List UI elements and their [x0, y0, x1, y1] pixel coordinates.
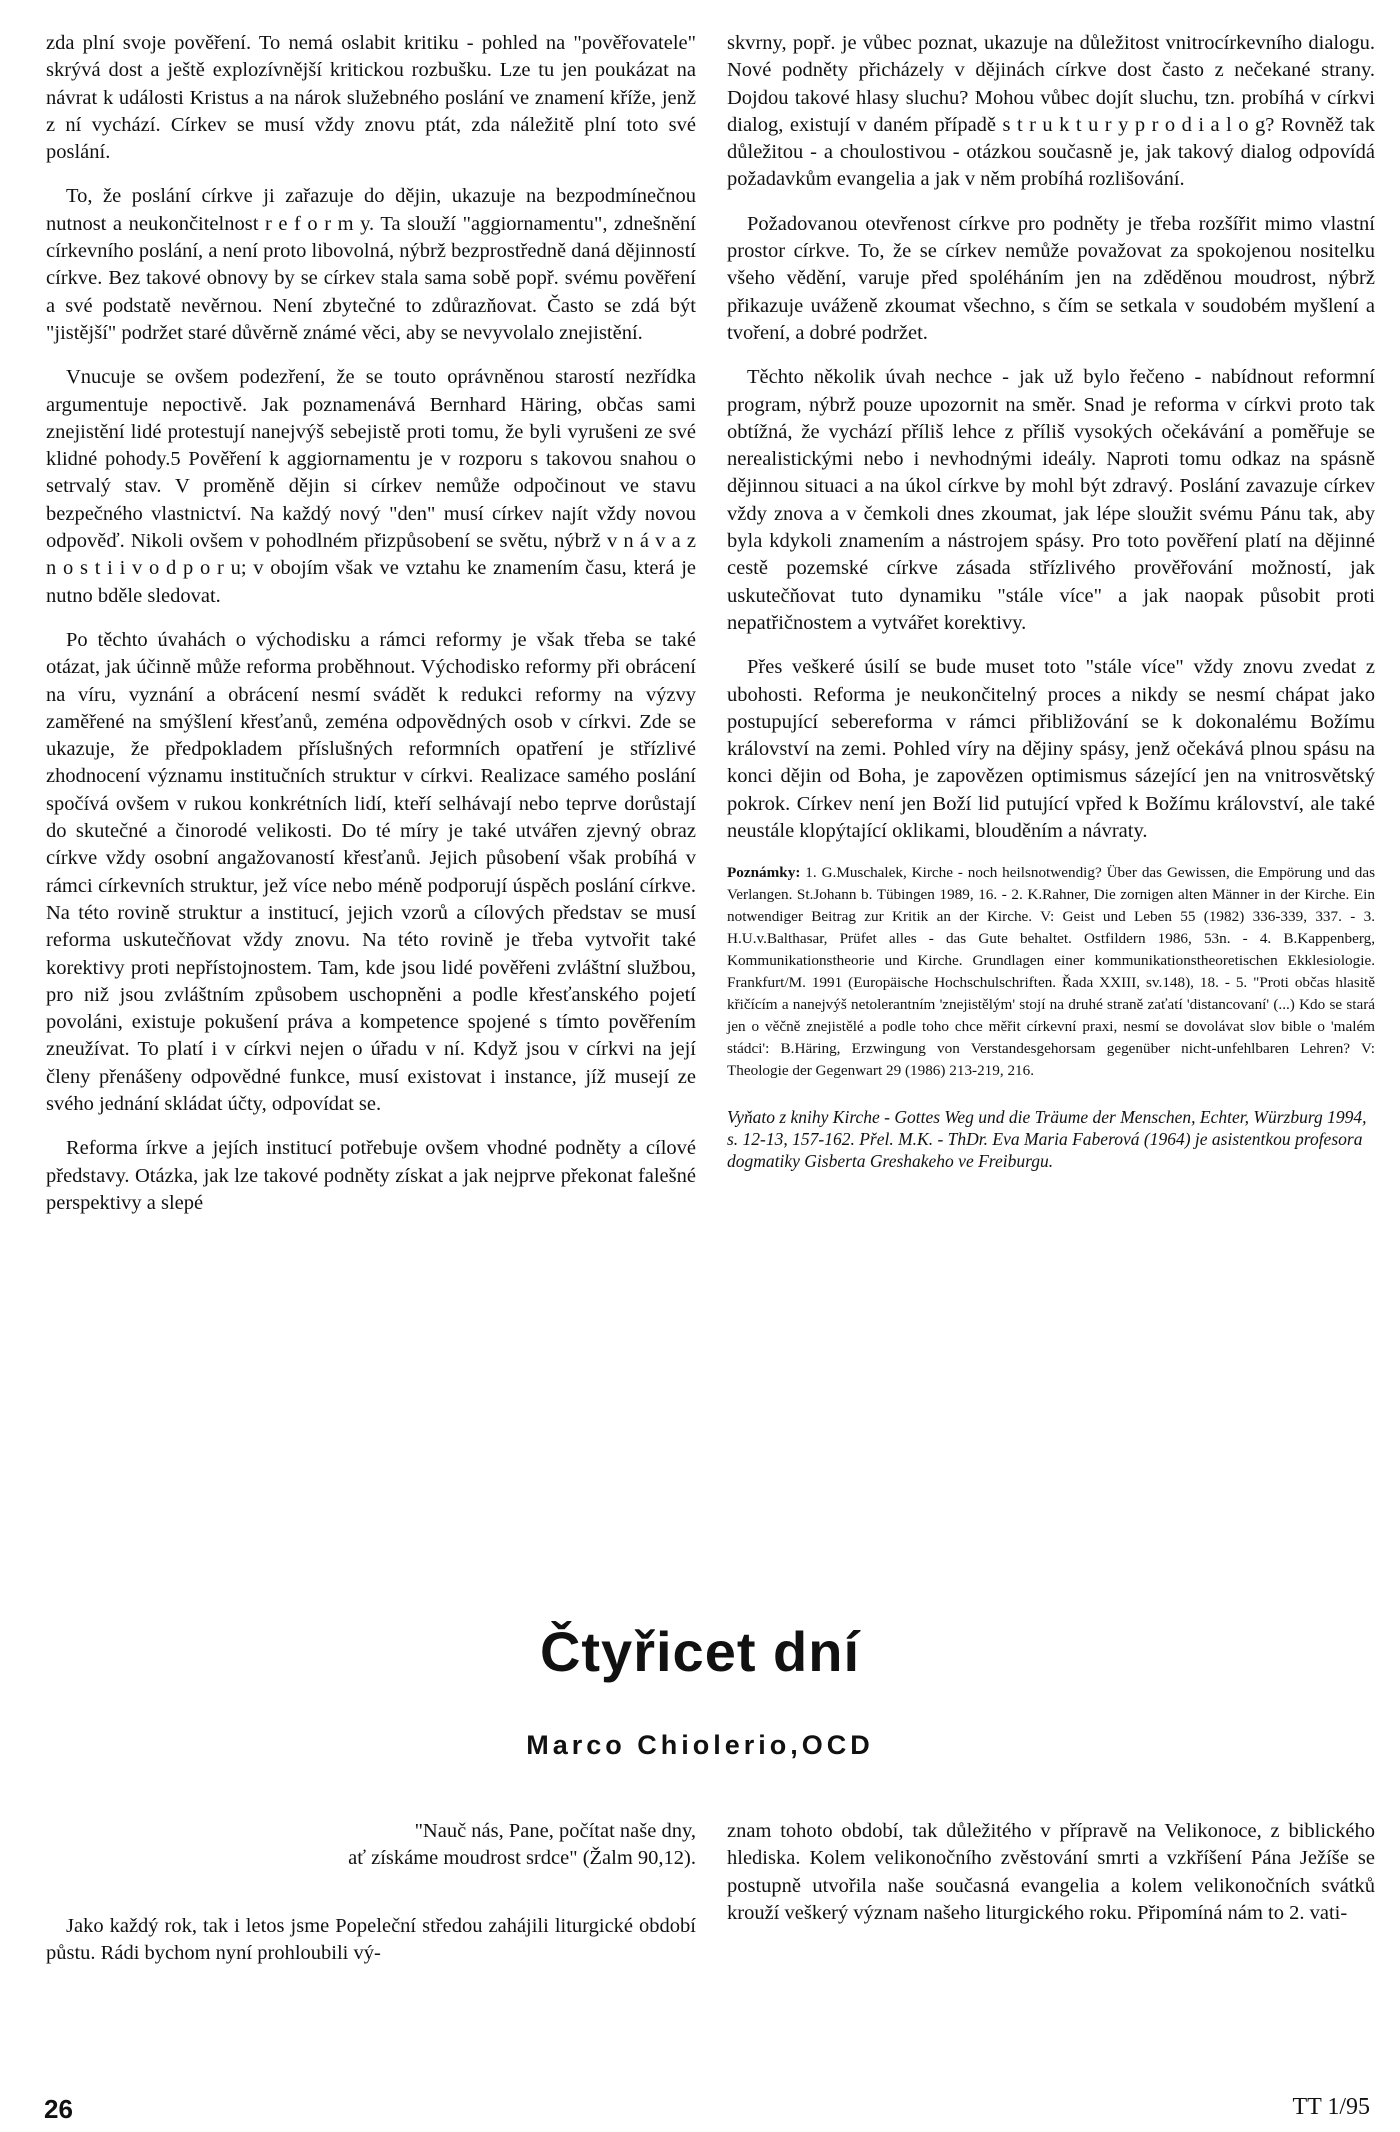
paragraph: Vnucuje se ovšem podezření, že se touto oprávněnou starostí nezřídka argumentuje nepoctivě. Jak poznamenává Bernhard Häring, občas sami znejistění lidé protestují nanejvýš sebejistě proti tomu, že byli vyrušeni ze své klidné pohody.5 Pověření k aggiornamentu je v rozporu s takovou snahou o setrvalý stav. V proměně dějin si církev nemůže odpočinout ve stavu bezpečného vlastnictví. Na každý nový "den" musí církev najít vždy novou odpověď. Nikoli ovšem v pohodlném přizpůsobení se světu, nýbrž v n á v a z n o s t i i v o d p o r u; v obojím však ve vztahu ke znamením času, která je nutno bděle sledovat.: [46, 366, 696, 607]
paragraph: To, že poslání církve ji zařazuje do dějin, ukazuje na bezpodmínečnou nutnost a neukončitelnost r e f o r m y. Ta slouží "aggiornamentu", zdnešnění církevního poslání, a není proto libovolná, nýbrž bezprostředně daná dějinností církve. Bez takové obnovy by se církev stala sama sobě popř. svému pověření a své podstatě nevěrnou. Není zbytečné to zdůrazňovat. Často se zdá být "jistější" podržet staré důvěrně známé věci, aby se nevyvolalo znejistění.: [46, 185, 696, 344]
footnotes: [727, 862, 1375, 1082]
page-number: 26: [44, 2094, 73, 2124]
paragraph: Požadovanou otevřenost církve pro podněty je třeba rozšířit mimo vlastní prostor církve. To, že se církev nemůže považovat za spokojenou nositelku všeho vědění, varuje před spoléháním jen na zděděnou moudrost, nýbrž přikazuje uváženě zkoumat všechno, s čím se setkala v soudobém myšlení a tvoření, a dobré podržet.: [727, 212, 1375, 344]
source-credit: Vyňato z knihy Kirche - Gottes Weg und die Träume der Menschen, Echter, Würzburg 1994, s. 12-13, 157-162. Přel. M.K. - ThDr. Eva Maria Faberová (1964) je asistentkou profesora dogmatiky Gisberta Greshakeho ve Freiburgu.: [727, 1107, 1367, 1172]
motto: [46, 1818, 696, 1873]
issue-label: TT 1/95: [1292, 2094, 1370, 2120]
paragraph: znam tohoto období, tak důležitého v přípravě na Velikonoce, z biblického hlediska. Kolem velikonočního zvěstování smrti a vzkříšení Pána Ježíše se postupně utvořila naše současná evangelia a kolem velikonočních svátků krouží veškerý význam našeho liturgického roku. Připomíná nám to 2. vati-: [727, 1820, 1375, 1924]
paragraph: zda plní svoje pověření. To nemá oslabit kritiku - pohled na "pověřovatele" skrývá dost a ještě explozívnější kritickou rozbušku. Lze tu jen poukázat na návrat k události Kristus a na nárok služebného poslání ve znamení kříže, jenž z ní vychází. Církev se musí vždy znovu ptát, zda náležitě plní toto své poslání.: [46, 32, 696, 164]
paragraph: Jako každý rok, tak i letos jsme Popeleční středou zahájili liturgické období půstu. Rádi bychom nyní prohloubili vý-: [46, 1914, 696, 1964]
paragraph: skvrny, popř. je vůbec poznat, ukazuje na důležitost vnitrocírkevního dialogu. Nové podněty přicházely v dějinách církve dost často z nečekané strany. Dojdou takové hlasy sluchu? Mohou vůbec dojít sluchu, tzn. probíhá v církvi dialog, existují v daném případě s t r u k t u r y p r o d i a l o g? Rovněž tak důležitou - a choulostivou - otázkou současně je, jak takový dialog odpovídá požadavkům evangelia a jak v něm probíhá rozlišování.: [727, 32, 1375, 191]
footnotes-label: Poznámky:: [727, 864, 801, 882]
right-column-top: [727, 30, 1375, 1172]
left-column-top: [46, 30, 696, 1234]
paragraph: Po těchto úvahách o východisku a rámci reformy je však třeba se také otázat, jak účinně může reforma proběhnout. Východisko reformy při obrácení na víru, vyznání a obrácení nesmí svádět k redukci reformy na výzvy zaměřené na smýšlení křesťanů, zeména odpovědných osob v církvi. Zde se ukazuje, že předpokladem příslušných reformních opatření je střízlivé zhodnocení významu institučních struktur v církvi. Realizace samého poslání spočívá ovšem v rukou konkrétních lidí, kteří selhávají nebo teprve dorůstají do skutečné a činorodé velikosti. Do té míry je také utvářen zjevný obraz církve vždy osobní angažovaností křesťanů. Jejich působení však probíhá v rámci církevních struktur, jež více nebo méně podporují úspěch poslání církve. Na této rovině struktur a institucí, jejich vzorů a cílových představ se musí reforma uskutečňovat vždy znovu. Na této rovině je třeba vytvořit také korektivy proti nepřístojnostem. Tam, kde jsou lidé pověřeni zvláštní službou, pro niž jsou zvláštním způsobem uschopněni a podle křesťanského pojetí povoláni, existuje pokušení práva a kompetence spojené s tímto pověřením zneužívat. To platí i v církvi nejen o úřadu v ní. Když jsou v církvi na její členy přenášeny odpovědné funkce, musí existovat i instance, jíž musejí ze svého jednání skládat účty, odpovídat se.: [46, 628, 696, 1115]
article-author: Marco Chiolerio,OCD: [526, 1730, 874, 1760]
motto-line: ať získáme moudrost srdce" (Žalm 90,12).: [348, 1847, 696, 1870]
footnotes-text: 1. G.Muschalek, Kirche - noch heilsnotwendig? Über das Gewissen, die Empörung und das Verlangen. St.Johann b. Tübingen 1989, 16. - 2. K.Rahner, Die zornigen alten Männer in der Kirche. Ein notwendiger Beitrag zur Kritik an der Kirche. V: Geist und Leben 55 (1982) 336-339, 337. - 3. H.U.v.Balthasar, Prüfet alles - das Gute behaltet. Ostfildern 1986, 53n. - 4. B.Kappenberg, Kommunikationstheorie und Kirche. Grundlagen einer kommunikationstheoretischen Ekklesiologie. Frankfurt/M. 1991 (Europäische Hochschulschriften. Řada XXIII, sv.148), 18. - 5. "Proti občas hlasitě křičícím a nanejvýš netolerantním 'znejistělým' stojí na druhé straně zaťatí 'distancovaní' (...) Kdo se stará jen o věčně znejistělé a podle toho chce měřit církevní praxi, nesmí se dovolávat slov bible o 'malém stádci': B.Häring, Erzwingung von Verstandesgehorsam gegenüber nicht-unfehlbaren Lehren? V: Theologie der Gegenwart 29 (1986) 213-219, 216.: [727, 864, 1376, 1080]
article-title: Čtyřicet dní: [539, 1620, 861, 1683]
motto-line: "Nauč nás, Pane, počítat naše dny,: [414, 1820, 696, 1842]
paragraph: Těchto několik úvah nechce - jak už bylo řečeno - nabídnout reformní program, nýbrž pouze upozornit na směr. Snad je reforma v církvi proto tak obtížná, že vychází příliš lehce z příliš vysokých očekávání a poměřuje se nerealistickými nebo i nevhodnými ideály. Naproti tomu odkaz na spásně dějinnou situaci a na úkol církve by mohl být zdravý. Poslání zavazuje církev vždy znova a v čemkoli dnes zkoumat, jak lépe sloužit svému Pánu tak, aby byla kdykoli znamením a nástrojem spásy. Pro toto pověření platí na dějinné cestě pozemské církve zásada střízlivého prověřování možností, jak uskutečňovat tuto dynamiku "stále více" a jak naopak působit proti nepatřičnostem a vytvářet korektivy.: [727, 366, 1375, 634]
paragraph: Reforma írkve a jejích institucí potřebuje ovšem vhodné podněty a cílové představy. Otázka, jak lze takové podněty získat a jak nejprve překonat falešné perspektivy a slepé: [46, 1137, 696, 1214]
right-column-bottom: [727, 1818, 1375, 1944]
paragraph: Přes veškeré úsilí se bude muset toto "stále více" vždy znovu zvedat z ubohosti. Reforma je neukončitelný proces a nikdy se nesmí chápat jako postupující sebereforma v rámci přibližování se k dokonalému Božímu království na zemi. Pohled víry na dějiny spásy, jenž očekává plnou spásu na konci dějin od Boha, je zapovězen optimismus sázející jen na vnitrosvětský pokrok. Církev není jen Boží lid putující vpřed k Božímu království, ale také neustále klopýtající oklikami, blouděním a návraty.: [727, 656, 1375, 843]
left-column-bottom: [46, 1818, 696, 1984]
